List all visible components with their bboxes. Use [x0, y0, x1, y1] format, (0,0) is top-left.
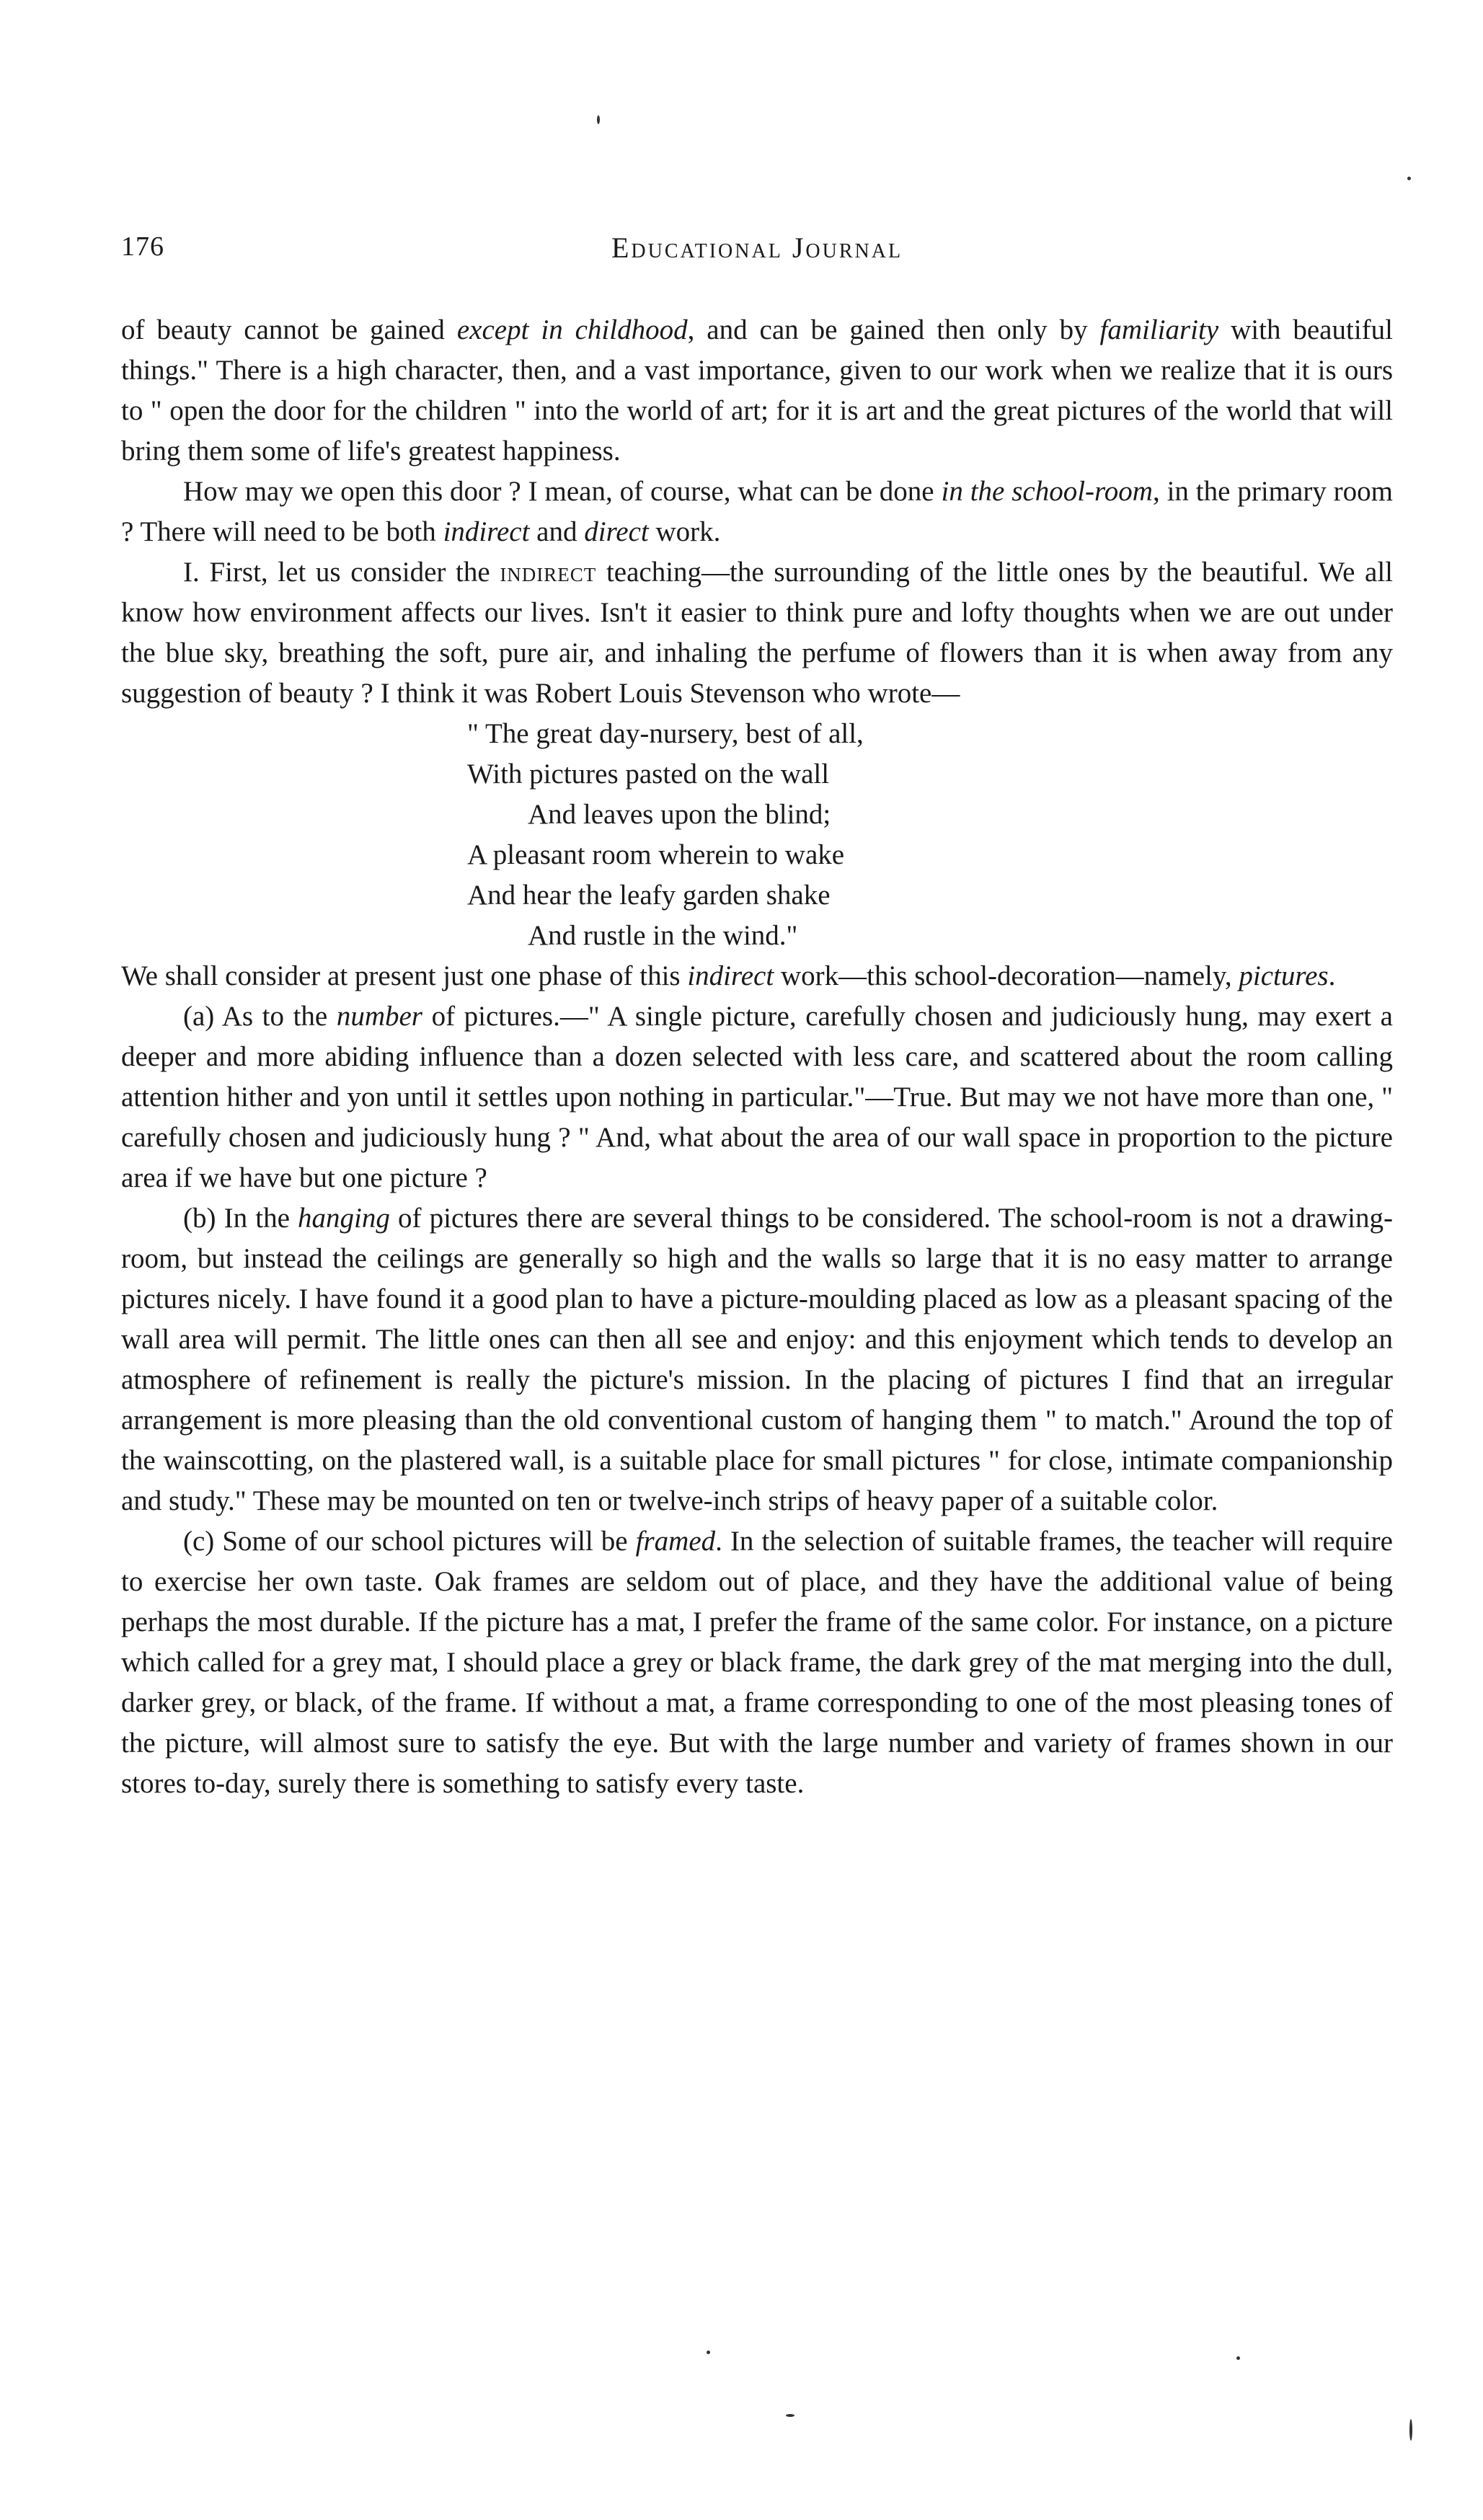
text-run: (b) In the: [183, 1203, 298, 1234]
poem-line: And rustle in the wind.": [528, 920, 798, 951]
text-run: We shall consider at present just one phase of this: [121, 960, 688, 991]
text-run: . In the selection of suitable frames, the teacher will require to exercise her own taste. Oak frames are seldom out of place, and they have the additional value of being perhaps the most durable. If the picture has a mat, I prefer the frame of the same color. For instance, on a picture which called for a grey mat, I should place a grey or black frame, the dark grey of the mat merging into the dull, darker grey, or black, of the frame. If without a mat, a frame corresponding to one of the most pleasing tones of the picture, will almost sure to satisfy the eye. But with the large number and variety of frames shown in our stores to-day, surely there is something to satisfy every taste.: [121, 1526, 1393, 1799]
scan-speck: [597, 115, 600, 124]
scan-speck: [786, 2414, 794, 2417]
poem-line: And hear the leafy garden shake: [467, 880, 831, 911]
text-run: work—this school-decoration—namely,: [774, 960, 1239, 991]
paragraph-1: [121, 310, 1393, 472]
poem-quotation: [467, 714, 1393, 956]
text-run: I. First, let us consider the: [183, 557, 500, 588]
text-run: , in the primary room ? There will need to be both: [121, 476, 1394, 547]
emphasis: number: [336, 1001, 422, 1032]
emphasis: framed: [635, 1526, 716, 1557]
text-run: .: [1328, 960, 1336, 991]
scan-speck: [1409, 2419, 1412, 2441]
emphasis: hanging: [298, 1203, 390, 1234]
scan-speck: [1407, 177, 1411, 180]
article-body: [121, 310, 1393, 1804]
page-number: 176: [121, 231, 164, 262]
text-run: of pictures there are several things to be considered. The school-room is not a drawing-room, but instead the ceilings are generally so high and the walls so large that it is no easy matter to arrange pictures nicely. I have found it a good plan to have a picture-moulding placed as low as a pleasant spacing of the wall area will permit. The little ones can then all see and enjoy: and this enjoyment which tends to develop an atmosphere of refinement is really the picture's mission. In the placing of pictures I find that an irregular arrangement is more pleasing than the old conventional custom of hanging them " to match." Around the top of the wainscotting, on the plastered wall, is a suitable place for small pictures " for close, intimate companionship and study." These may be mounted on ten or twelve-inch strips of heavy paper of a suitable color.: [121, 1203, 1393, 1516]
emphasis: except in childhood: [456, 314, 688, 345]
poem-line: A pleasant room wherein to wake: [467, 839, 845, 870]
emphasis: direct: [584, 516, 649, 547]
emphasis: pictures: [1239, 960, 1329, 991]
scan-speck: [707, 2351, 710, 2354]
poem-line: " The great day-nursery, best of all,: [467, 718, 864, 749]
poem-line: And leaves upon the blind;: [528, 799, 831, 830]
paragraph-5: [121, 996, 1393, 1198]
paragraph-7: [121, 1521, 1393, 1804]
emphasis: indirect: [443, 516, 530, 547]
emphasis: in the school-room: [941, 476, 1153, 507]
emphasis: familiarity: [1099, 314, 1219, 345]
text-run: , and can be gained then only by: [687, 314, 1100, 345]
text-run: of pictures.—" A single picture, carefully chosen and judiciously hung, may exert a deeper and more abiding influence than a dozen selected with less care, and scattered about the room calling attention hither and yon until it settles upon nothing in particular."—True. But may we not have more than one, " carefully chosen and judiciously hung ? " And, what about the area of our wall space in proportion to the picture area if we have but one picture ?: [121, 1001, 1393, 1193]
emphasis: indirect: [687, 960, 774, 991]
text-run: How may we open this door ? I mean, of course, what can be done: [183, 476, 942, 507]
page: [121, 216, 1393, 1804]
paragraph-6: [121, 1198, 1393, 1521]
text-run: (c) Some of our school pictures will be: [183, 1526, 636, 1557]
text-run: (a) As to the: [183, 1001, 337, 1032]
poem-line: With pictures pasted on the wall: [467, 759, 830, 790]
small-caps-term: indirect: [500, 557, 597, 588]
text-run: and: [529, 516, 585, 547]
scan-speck: [1236, 2356, 1240, 2360]
text-run: of beauty cannot be gained: [121, 314, 457, 345]
text-run: work.: [648, 516, 721, 547]
text-run: teaching—the surrounding of the little ones by the beautiful. We all know how environment affects our lives. Isn't it easier to think pure and lofty thoughts when we are out under the blue sky, breathing the soft, pure air, and inhaling the perfume of flowers than it is when away from any suggestion of beauty ? I think it was Robert Louis Stevenson who wrote—: [121, 557, 1394, 709]
paragraph-4: [121, 956, 1393, 996]
paragraph-2: [121, 472, 1393, 552]
page-header: [121, 216, 1393, 274]
running-title: Educational Journal: [611, 231, 903, 264]
text-run: with beautiful things." There is a high character, then, and a vast importance, given to our work when we realize that it is ours to " open the door for the children " into the world of art; for it is art and the great pictures of the world that will bring them some of life's greatest happiness.: [121, 314, 1393, 467]
paragraph-3: [121, 552, 1393, 714]
